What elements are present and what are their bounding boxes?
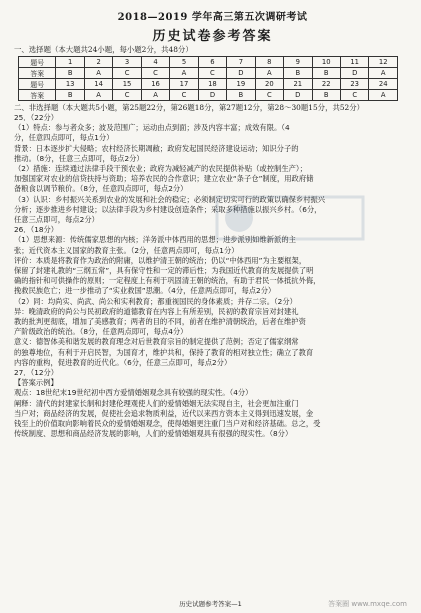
table-cell: 7 (227, 57, 255, 68)
table-cell: D (198, 90, 226, 101)
answer-line: （2）措施：连续通过法律手段干预农业；政府为减轻减产的农民提供补贴（或控制生产）； (14, 164, 307, 174)
table-cell: A (369, 68, 398, 79)
answer-line: 异：晚清政府的尚公与民初政府的道德教育在内容上有所差别，民初的教育宗旨对封建礼 (14, 306, 299, 316)
table-cell: C (255, 90, 283, 101)
table-cell: 5 (170, 57, 198, 68)
row-label: 答案 (19, 68, 56, 79)
answer-line: 内容的重构，促进教育的近代化。（6分，任意三点即可，每点2分） (14, 357, 232, 367)
answer-line: 背景：日本逐步扩大侵略；农村经济长期凋敝；政府发起国民经济建设运动；知识分子的 (14, 143, 299, 153)
table-cell: 11 (340, 57, 368, 68)
answer-line: （2）同：均尚实、尚武、尚公和实利教育；都重视国民的身体素质；并存二宗。（2分） (14, 296, 297, 306)
table-cell: B (56, 68, 84, 79)
answer-line: 传统制度、思想和商品经济发展的影响，人们的爱情婚姻观具有很强的现实性。（8分） (14, 429, 293, 439)
table-cell: 12 (369, 57, 398, 68)
answer-line: 钱至上的价值取向影响着民众的爱情婚姻观念，使得婚姻更注重门当户对和经济基础。总之，受 (14, 419, 321, 429)
document-title: 历史试卷参考答案 (152, 29, 273, 44)
table-row (19, 79, 398, 90)
row-label: 题号 (19, 79, 56, 90)
table-cell: 17 (170, 79, 198, 90)
table-cell: D (340, 68, 368, 79)
table-row (19, 90, 398, 101)
table-cell: B (312, 90, 340, 101)
table-cell: 13 (56, 79, 84, 90)
answer-table (18, 56, 398, 101)
table-cell: 9 (284, 57, 312, 68)
table-cell: C (113, 90, 141, 101)
exam-title: 2018—2019 学年高三第五次调研考试 (117, 12, 308, 23)
table-cell: B (56, 90, 84, 101)
table-cell: A (369, 90, 398, 101)
table-cell: 21 (284, 79, 312, 90)
table-row (19, 68, 398, 79)
answer-line: 当户对；商品经济的发展，促使社会追求物质利益，近代以来西方资本主义得到迅速发展，金 (14, 408, 314, 418)
table-cell: D (227, 68, 255, 79)
table-cell: A (84, 68, 112, 79)
table-cell: 19 (227, 79, 255, 90)
row-label: 题号 (19, 57, 56, 68)
table-cell: 15 (113, 79, 141, 90)
table-cell: C (340, 90, 368, 101)
table-cell: B (312, 68, 340, 79)
section2-heading: 二、非选择题（本大题共5小题，第25题22分，第26题18分，第27题12分，第28～30题15分，共52分） (14, 103, 365, 112)
answer-line: 分析；逐步推进乡村建设；以法律手段为乡村建设创造条件；采取多种措施以振兴乡村。（6分， (14, 204, 322, 214)
table-cell: 24 (369, 79, 398, 90)
page-footer: 历史试题参考答案—1 (179, 600, 242, 608)
table-cell: 20 (255, 79, 283, 90)
table-cell: 2 (84, 57, 112, 68)
table-cell: A (84, 90, 112, 101)
table-cell: 10 (312, 57, 340, 68)
row-label: 答案 (19, 90, 56, 101)
table-cell: C (198, 68, 226, 79)
answer-line: （1）思想来源：传统儒家思想的内核；洋务派中体西用的思想；进步派别如维新派的主 (14, 235, 296, 245)
answer-line: 【答案示例】 (14, 378, 58, 388)
section1-heading: 一、选择题（本大题共24小题，每小题2分，共48分） (14, 45, 193, 54)
table-cell: D (284, 90, 312, 101)
answer-line: 26．（18分） (14, 225, 59, 235)
table-cell: 16 (141, 79, 169, 90)
table-cell: 14 (84, 79, 112, 90)
site-watermark: 答案圈 www.mxqe.com (328, 600, 407, 608)
answer-line: 张；近代资本主义国家的教育主张。（2分，任意两点即可，每点1分） (14, 245, 239, 255)
table-cell: 8 (255, 57, 283, 68)
table-cell: A (255, 68, 283, 79)
answer-body (14, 113, 411, 440)
table-cell: A (141, 90, 169, 101)
table-cell: C (113, 68, 141, 79)
answer-line: 27．（12分） (14, 368, 59, 378)
table-row (19, 57, 398, 68)
answer-line: 挽救民族危亡；进一步推动了“实业救国”思潮。（4分，任意两点即可，每点2分） (14, 286, 276, 296)
table-cell: 22 (312, 79, 340, 90)
answer-line: 确的指针和可供操作的原则；一定程度上有利于巩固清王朝的统治，有助于君民一体抵抗外侮， (14, 276, 321, 286)
table-cell: 23 (340, 79, 368, 90)
table-cell: C (141, 68, 169, 79)
answer-line: 教的批判更彻底，增加了美感教育；两者的目的不同，前者在维护清朝统治，后者在维护资 (14, 317, 306, 327)
answer-line: 分，任意四点即可，每点1分） (14, 133, 114, 143)
answer-line: 评价：本质是将教育作为政治的附庸，以维护清王朝的统治；仍以“中体西用”为主要框架， (14, 255, 307, 265)
table-cell: B (227, 90, 255, 101)
answer-line: 任意三点即可，每点2分） (14, 215, 99, 225)
answer-line: 备粮食以调节粮价。（8分，任意四点即可，每点2分） (14, 184, 188, 194)
table-cell: A (170, 68, 198, 79)
table-cell: 4 (141, 57, 169, 68)
answer-line: 加强国家对农业的信贷扶持与资助；培养农民的合作意识；建立农业“条子仓”制度，用政府储 (14, 174, 314, 184)
answer-line: 保留了封建礼教的“三纲五常”，具有保守性和一定的滞后性；为我国近代教育的发展提供了明 (14, 266, 314, 276)
table-cell: 1 (56, 57, 84, 68)
answer-line: 的独尊地位，有利于开启民智，为国育才，维护共和，保持了教育的相对独立性；确立了教育 (14, 347, 314, 357)
answer-line: （3）认识：乡村振兴关系到农业的发展和社会的稳定；必须制定切实可行的政策以确保乡村振兴 (14, 194, 326, 204)
answer-line: 25．（22分） (14, 113, 59, 122)
table-cell: B (284, 68, 312, 79)
watermark-stamp (215, 195, 365, 241)
answer-line: 推动。（8分，任意三点即可，每点2分） (14, 153, 144, 163)
table-cell: 3 (113, 57, 141, 68)
table-cell: 6 (198, 57, 226, 68)
answer-line: 意义：德智体美和谐发展的教育理念对后世教育宗旨的制定提供了范例；否定了儒家纲常 (14, 337, 299, 347)
answer-line: 阐释：清代的封建家长制和封建伦理观使人们的爱情婚姻无法实现自主，社会更加注重门 (14, 398, 299, 408)
answer-line: 产阶级政治的统治。（8分，任意两点即可，每点4分） (14, 327, 188, 337)
answer-line: （1）特点：参与者众多；波及范围广；运动由点到面；涉及内容丰富；成效有限。（4 (14, 123, 290, 133)
answer-line: 观点：18世纪末19世纪初中西方爱情婚姻观念具有较强的现实性。（4分） (14, 388, 253, 398)
table-cell: 18 (198, 79, 226, 90)
table-cell: C (170, 90, 198, 101)
